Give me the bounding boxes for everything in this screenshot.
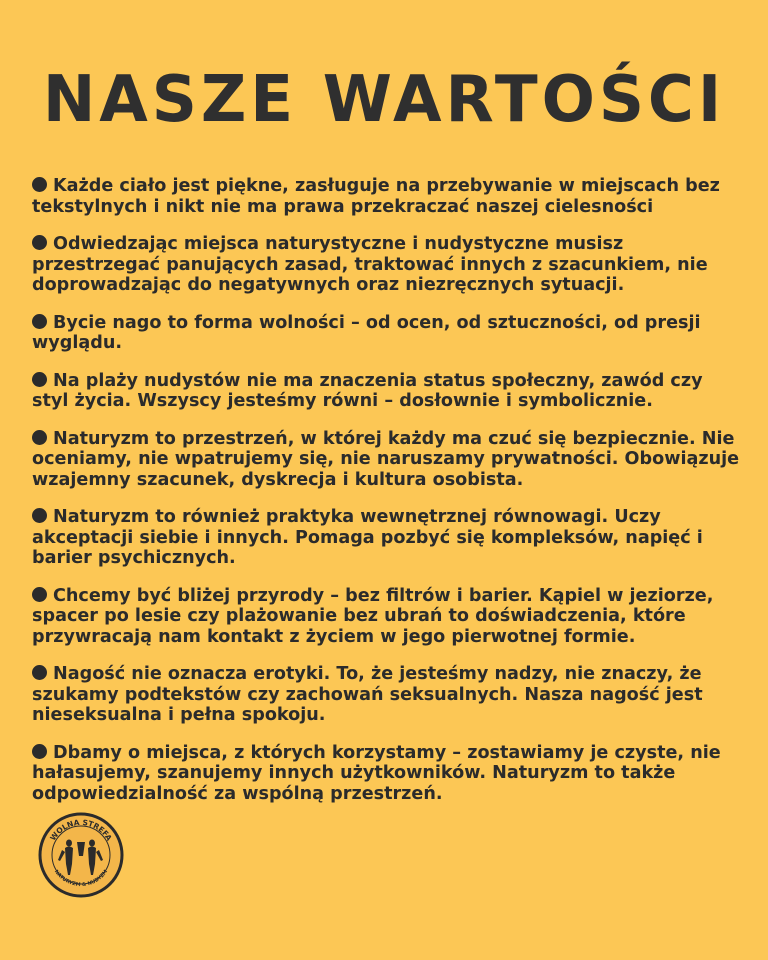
logo-bottom-text: NATURYZM & NUDYZM bbox=[52, 868, 110, 889]
bullet-icon bbox=[32, 508, 47, 523]
bullet-icon bbox=[32, 177, 47, 192]
value-item bbox=[32, 371, 744, 412]
bullet-icon bbox=[32, 744, 47, 759]
value-text: Na plaży nudystów nie ma znaczenia status społeczny, zawód czy styl życia. Wszyscy jesteśmy równi – dosłownie i symbolicznie. bbox=[32, 370, 703, 411]
value-item bbox=[32, 507, 744, 569]
value-text: Każde ciało jest piękne, zasługuje na przebywanie w miejscach bez tekstylnych i nikt nie ma prawa przekraczać naszej cielesności bbox=[32, 176, 720, 217]
bullet-icon bbox=[32, 314, 47, 329]
value-text: Nagość nie oznacza erotyki. To, że jesteśmy nadzy, nie znaczy, że szukamy podtekstów czy zachowań seksualnych. Nasza nagość jest nieseksualna i pełna spokoju. bbox=[32, 664, 703, 725]
bullet-icon bbox=[32, 235, 47, 250]
value-text: Bycie nago to forma wolności – od ocen, od sztuczności, od presji wyglądu. bbox=[32, 312, 701, 353]
value-item bbox=[32, 586, 744, 648]
value-text: Dbamy o miejsca, z których korzystamy – zostawiamy je czyste, nie hałasujemy, szanujemy innych użytkowników. Naturyzm to także odpowiedzialność za wspólną przestrzeń. bbox=[32, 742, 721, 804]
logo-icon bbox=[38, 812, 124, 898]
value-item bbox=[32, 313, 744, 354]
value-text: Naturyzm to również praktyka wewnętrznej równowagi. Uczy akceptacji siebie i innych. Pomaga pozbyć się kompleksów, napięć i barier psychicznych. bbox=[32, 507, 703, 568]
values-list bbox=[32, 176, 744, 821]
bullet-icon bbox=[32, 665, 47, 680]
value-item bbox=[32, 664, 744, 726]
value-item bbox=[32, 743, 744, 805]
value-text: Naturyzm to przestrzeń, w której każdy ma czuć się bezpiecznie. Nie oceniamy, nie wpatrujemy się, nie naruszamy prywatności. Obowiązuje wzajemny szacunek, dyskrecja i kultura osobista. bbox=[32, 428, 740, 490]
bullet-icon bbox=[32, 372, 47, 387]
wolna-strefa-logo bbox=[38, 812, 124, 898]
value-text: Chcemy być bliżej przyrody – bez filtrów i barier. Kąpiel w jeziorze, spacer po lesie czy plażowanie bez ubrań to doświadczenia, które przywracają nam kontakt z życiem w jego pierwotnej formie. bbox=[32, 585, 714, 647]
value-item bbox=[32, 429, 744, 491]
bullet-icon bbox=[32, 587, 47, 602]
bullet-icon bbox=[32, 430, 47, 445]
value-item bbox=[32, 234, 744, 296]
logo-top-text: WOLNA STREFA bbox=[48, 817, 114, 843]
value-text: Odwiedzając miejsca naturystyczne i nudystyczne musisz przestrzegać panujących zasad, traktować innych z szacunkiem, nie doprowadzając do negatywnych oraz niezręcznych sytuacji. bbox=[32, 234, 708, 295]
value-item bbox=[32, 176, 744, 217]
page-title: NASZE WARTOŚCI bbox=[42, 63, 726, 137]
